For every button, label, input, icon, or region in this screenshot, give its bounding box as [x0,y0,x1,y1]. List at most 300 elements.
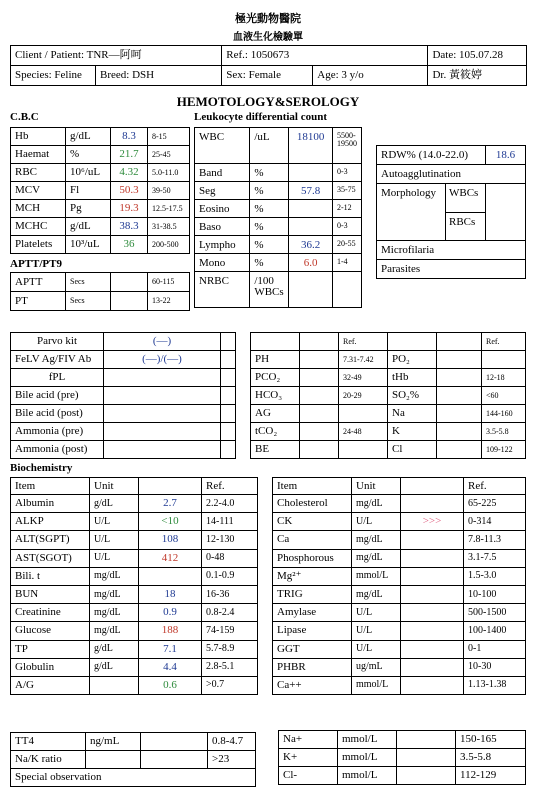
section-title: HEMOTOLOGY&SEROLOGY [176,94,360,109]
serology-value [104,423,221,441]
gas-h1 [251,333,300,351]
table-row [273,658,526,676]
table-row [273,549,526,567]
sex: Sex: Female [222,66,313,86]
table-row [11,478,258,495]
diff-name: Mono [195,254,250,272]
biochem-unit: U/L [90,513,139,531]
diff-name: Lympho [195,236,250,254]
biochem-name: Ca++ [273,676,352,694]
biochem-name: AST(SGOT) [11,549,90,567]
diff-name: Seg [195,182,250,200]
biochem-header-item: Item [11,478,90,495]
cbc-title: C.B.C [10,111,39,123]
gas-ref: 109-122 [482,441,526,459]
morphology-cell [377,184,526,241]
table-row [11,658,258,676]
cbc-unit: g/dL [66,128,111,146]
table-row [11,423,236,441]
cbc-name: Platelets [11,236,66,254]
electrolyte-name: K+ [279,749,338,767]
biochem-name: CK [273,513,352,531]
cbc-value: 8.3 [111,128,148,146]
gas-ref [339,441,388,459]
cbc-unit: Fl [66,182,111,200]
table-row [11,405,236,423]
cbc-table [10,127,190,254]
biochem-ref: 5.7-8.9 [202,640,258,658]
wbcs-label: WBCs [449,187,479,199]
gas-value [437,351,482,369]
diff-ref: 5500-19500 [333,128,362,164]
morphology-table [376,145,526,279]
diff-value: 36.2 [289,236,333,254]
gas-name: tCO₂ [251,423,300,441]
diff-ref: 0-3 [333,218,362,236]
serology-name: fPL [11,369,104,387]
biochem-unit: U/L [352,513,401,531]
diff-value [289,272,333,308]
diff-ref: 1-4 [333,254,362,272]
tt4-unit: ng/mL [86,733,141,751]
gas-h4 [388,333,437,351]
electrolyte-unit: mmol/L [338,731,397,749]
biochem-ref: 1.13-1.38 [464,676,526,694]
biochem-unit: mg/dL [90,567,139,585]
biochem-header-ref: Ref. [464,478,526,495]
gas-name: BE [251,441,300,459]
serology-value [104,441,221,459]
rdw-label: RDW% (14.0-22.0) [377,146,486,165]
biochem-name: Glucose [11,622,90,640]
biochem-name: Amylase [273,604,352,622]
gas-name: AG [251,405,300,423]
cbc-unit: % [66,146,111,164]
table-row [11,200,190,218]
table-row [11,146,190,164]
serology-value: (—)/(—) [104,351,221,369]
table-row [251,333,526,351]
biochem-name: Creatinine [11,604,90,622]
aptt-table [10,272,190,311]
biochem-ref: 12-130 [202,531,258,549]
diff-unit: % [250,182,289,200]
biochem-ref: 3.1-7.5 [464,549,526,567]
biochem-unit: mg/dL [90,585,139,603]
biochem-name: Lipase [273,622,352,640]
gas-value [300,405,339,423]
gas-ref: 24-48 [339,423,388,441]
biochem-header-value [139,478,202,495]
gas-value [300,369,339,387]
table-row [195,236,362,254]
biochem-header-item: Item [273,478,352,495]
biochem-left-table [10,477,258,695]
biochem-ref: 74-159 [202,622,258,640]
biochem-value: 0.6 [139,676,202,694]
biochem-header-unit: Unit [352,478,401,495]
table-row [11,128,190,146]
breed: Breed: DSH [96,66,222,86]
table-row [11,182,190,200]
table-row [11,676,258,694]
table-row [251,405,526,423]
biochem-header-value [401,478,464,495]
biochem-value: 0.9 [139,604,202,622]
table-row [251,387,526,405]
serology-value: (—) [104,333,221,351]
cbc-ref: 12.5-17.5 [148,200,190,218]
table-row [11,333,236,351]
electrolyte-name: Na+ [279,731,338,749]
biochem-name: GGT [273,640,352,658]
biochem-unit: ug/mL [352,658,401,676]
biochem-ref: 16-36 [202,585,258,603]
aptt-ref: 60-115 [148,273,190,292]
biochem-value: 412 [139,549,202,567]
biochem-header-unit: Unit [90,478,139,495]
biochem-name: A/G [11,676,90,694]
table-row [195,254,362,272]
serology-extra [221,387,236,405]
gas-ref: 7.31-7.42 [339,351,388,369]
biochem-ref: 100-1400 [464,622,526,640]
form-subtitle: 血液生化檢驗單 [233,32,303,43]
gas-h2 [300,333,339,351]
tt4-table [10,732,256,787]
serology-value [104,369,221,387]
electrolyte-value [397,749,456,767]
serology-name: FeLV Ag/FIV Ab [11,351,104,369]
gas-value [300,423,339,441]
aptt-title: APTT/PT9 [10,258,62,270]
cbc-ref: 39-50 [148,182,190,200]
biochem-name: Globulin [11,658,90,676]
biochem-value [401,676,464,694]
diff-value: 18100 [289,128,333,164]
gas-name: Cl [388,441,437,459]
gas-value [437,441,482,459]
biochem-value: >>> [401,513,464,531]
electrolyte-ref: 150-165 [456,731,526,749]
clinic-name: 極光動物醫院 [235,13,301,25]
table-row [279,749,526,767]
biochem-value [401,585,464,603]
gas-value [437,369,482,387]
serology-extra [221,423,236,441]
table-row [11,292,190,311]
table-row [279,767,526,785]
serology-value [104,387,221,405]
biochem-name: Ca [273,531,352,549]
biochem-ref: 0-1 [464,640,526,658]
ref-number: Ref.: 1050673 [222,46,428,66]
age: Age: 3 y/o [313,66,428,86]
table-row [273,604,526,622]
biochem-unit: mg/dL [352,531,401,549]
biochem-value: 108 [139,531,202,549]
table-row [273,676,526,694]
biochem-unit: mg/dL [90,604,139,622]
table-row [11,567,258,585]
diff-unit: % [250,254,289,272]
diff-unit: % [250,164,289,182]
diff-ref: 20-55 [333,236,362,254]
diff-value: 57.8 [289,182,333,200]
cbc-ref: 8-15 [148,128,190,146]
biochem-name: ALT(SGPT) [11,531,90,549]
diff-unit: % [250,236,289,254]
electrolyte-unit: mmol/L [338,767,397,785]
biochem-header-ref: Ref. [202,478,258,495]
diff-title: Leukocyte differential count [194,111,328,123]
table-row [11,640,258,658]
biochem-value [401,640,464,658]
cbc-ref: 5.0-11.0 [148,164,190,182]
diff-ref [333,272,362,308]
microfilaria: Microfilaria [377,241,526,260]
diff-value: 6.0 [289,254,333,272]
cbc-ref: 31-38.5 [148,218,190,236]
biochem-unit: U/L [352,604,401,622]
gas-ref: <60 [482,387,526,405]
gas-ref: 32-49 [339,369,388,387]
rbcs-label: RBCs [449,216,476,228]
diff-value [289,164,333,182]
table-row [11,585,258,603]
diff-unit: % [250,200,289,218]
autoagglutination: Autoagglutination [377,165,526,184]
table-row [195,272,362,308]
cbc-unit: g/dL [66,218,111,236]
diff-name: NRBC [195,272,250,308]
table-row [11,164,190,182]
table-row [273,567,526,585]
biochem-value [401,567,464,585]
table-row [279,731,526,749]
serology-extra [221,405,236,423]
biochem-name: BUN [11,585,90,603]
cbc-name: Haemat [11,146,66,164]
cbc-unit: 10⁶/uL [66,164,111,182]
biochem-name: Mg²⁺ [273,567,352,585]
table-row [11,273,190,292]
parasites: Parasites [377,260,526,279]
biochem-unit [90,676,139,694]
biochem-unit: g/dL [90,658,139,676]
cbc-value: 19.3 [111,200,148,218]
serology-name: Ammonia (pre) [11,423,104,441]
biochem-unit: mg/dL [352,495,401,513]
biochem-value [401,495,464,513]
gas-name: PH [251,351,300,369]
biochem-value [401,658,464,676]
biochem-right-table [272,477,526,695]
biochem-name: ALKP [11,513,90,531]
biochem-ref: 65-225 [464,495,526,513]
cbc-value: 50.3 [111,182,148,200]
biochem-value: 4.4 [139,658,202,676]
cbc-name: MCH [11,200,66,218]
patient-info-table [10,45,527,86]
biochem-ref: 10-30 [464,658,526,676]
biochem-name: PHBR [273,658,352,676]
client-patient: Client / Patient: TNR—阿呵 [11,46,222,66]
table-row [11,236,190,254]
table-row [11,531,258,549]
rdw-value: 18.6 [486,146,526,165]
gas-name: HCO₃ [251,387,300,405]
biochem-unit: mg/dL [352,549,401,567]
biochem-unit: U/L [90,531,139,549]
biochem-value [401,531,464,549]
morphology-label: Morphology [381,187,436,199]
cbc-value: 36 [111,236,148,254]
table-row [251,351,526,369]
biochem-ref: 14-111 [202,513,258,531]
gas-value [437,387,482,405]
table-row [195,164,362,182]
gas-name: K [388,423,437,441]
biochem-unit: g/dL [90,640,139,658]
gas-value [437,423,482,441]
table-row [251,423,526,441]
aptt-name: APTT [11,273,66,292]
table-row [195,218,362,236]
nak-name: Na/K ratio [11,751,86,769]
table-row [273,478,526,495]
gas-value [437,405,482,423]
table-row [195,200,362,218]
species: Species: Feline [11,66,96,86]
diff-value [289,218,333,236]
electrolyte-value [397,731,456,749]
table-row [11,604,258,622]
table-row [11,387,236,405]
biochem-ref: 0.1-0.9 [202,567,258,585]
cbc-unit: Pg [66,200,111,218]
diff-name: Eosino [195,200,250,218]
table-row [273,622,526,640]
biochem-unit: U/L [352,640,401,658]
biochem-name: Phosphorous [273,549,352,567]
cbc-ref: 25-45 [148,146,190,164]
biochem-name: Albumin [11,495,90,513]
biochem-ref: >0.7 [202,676,258,694]
gas-ref-header: Ref. [339,333,388,351]
gas-name: SO₂% [388,387,437,405]
gas-ref: 3.5-5.8 [482,423,526,441]
serology-name: Bile acid (post) [11,405,104,423]
diff-table [194,127,362,308]
electrolyte-ref: 112-129 [456,767,526,785]
aptt-value [111,273,148,292]
serology-extra [221,369,236,387]
serology-name: Bile acid (pre) [11,387,104,405]
diff-unit: /uL [250,128,289,164]
electrolyte-ref: 3.5-5.8 [456,749,526,767]
table-row [11,369,236,387]
table-row [273,513,526,531]
diff-ref: 2-12 [333,200,362,218]
biochem-value: 2.7 [139,495,202,513]
table-row [195,128,362,164]
biochem-value [401,604,464,622]
biochem-name: TP [11,640,90,658]
electrolyte-unit: mmol/L [338,749,397,767]
cbc-name: RBC [11,164,66,182]
aptt-ref: 13-22 [148,292,190,311]
cbc-name: MCV [11,182,66,200]
electrolyte-table [278,730,526,785]
table-row [11,495,258,513]
nak-ref: >23 [208,751,256,769]
biochem-value: 7.1 [139,640,202,658]
serology-table [10,332,236,459]
biochem-ref: 10-100 [464,585,526,603]
electrolyte-name: Cl- [279,767,338,785]
gas-ref [482,351,526,369]
gas-ref [339,405,388,423]
biochem-name: Cholesterol [273,495,352,513]
biochem-ref: 0-48 [202,549,258,567]
diff-name: WBC [195,128,250,164]
table-row [251,369,526,387]
biochem-ref: 1.5-3.0 [464,567,526,585]
serology-value [104,405,221,423]
cbc-value: 38.3 [111,218,148,236]
biochem-value: 188 [139,622,202,640]
diff-value [289,200,333,218]
table-row [11,441,236,459]
gas-name: PCO₂ [251,369,300,387]
diff-ref: 0-3 [333,164,362,182]
diff-ref: 35-75 [333,182,362,200]
blood-gas-table [250,332,526,459]
cbc-name: Hb [11,128,66,146]
gas-value [300,351,339,369]
tt4-ref: 0.8-4.7 [208,733,256,751]
serology-extra [221,351,236,369]
report-date: Date: 105.07.28 [428,46,527,66]
diff-name: Band [195,164,250,182]
biochem-unit: U/L [352,622,401,640]
gas-name: tHb [388,369,437,387]
aptt-value [111,292,148,311]
table-row [273,531,526,549]
cbc-unit: 10³/uL [66,236,111,254]
table-row [195,182,362,200]
biochem-ref: 500-1500 [464,604,526,622]
table-row [273,495,526,513]
table-row [11,351,236,369]
biochem-value [139,567,202,585]
gas-ref: 20-29 [339,387,388,405]
biochem-unit: U/L [90,549,139,567]
biochem-ref: 2.2-4.0 [202,495,258,513]
biochem-title: Biochemistry [10,462,73,474]
table-row [273,640,526,658]
gas-ref-header: Ref. [482,333,526,351]
tt4-name: TT4 [11,733,86,751]
cbc-value: 21.7 [111,146,148,164]
biochem-ref: 0-314 [464,513,526,531]
biochem-name: Bili. t [11,567,90,585]
doctor: Dr. 黃筱婷 [428,66,527,86]
biochem-name: TRIG [273,585,352,603]
biochem-value: <10 [139,513,202,531]
special-observation: Special observation [11,769,256,787]
